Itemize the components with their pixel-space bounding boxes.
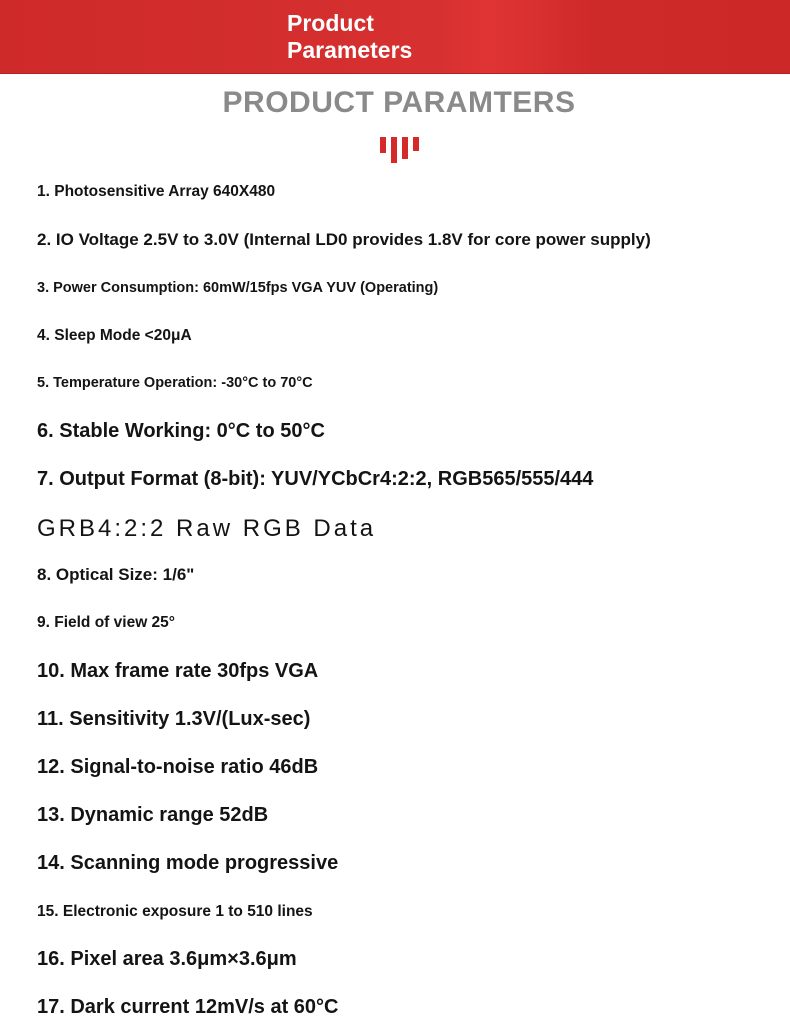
- param-output-format: 7. Output Format (8-bit): YUV/YCbCr4:2:2, RGB565/555/444: [37, 468, 594, 490]
- param-temperature-operation: 5. Temperature Operation: -30°C to 70°C: [37, 375, 313, 391]
- param-max-frame-rate: 10. Max frame rate 30fps VGA: [37, 660, 319, 682]
- param-pixel-area: 16. Pixel area 3.6μm×3.6μm: [37, 948, 297, 970]
- banner-title: [287, 10, 547, 64]
- param-sensitivity: 11. Sensitivity 1.3V/(Lux-sec): [37, 708, 311, 730]
- param-power-consumption: 3. Power Consumption: 60mW/15fps VGA YUV (Operating): [37, 280, 439, 296]
- param-stable-working: 6. Stable Working: 0°C to 50°C: [37, 420, 325, 442]
- header-banner: [0, 0, 790, 74]
- param-photosensitive-array: 1. Photosensitive Array 640X480: [37, 183, 276, 200]
- param-dark-current: 17. Dark current 12mV/s at 60°C: [37, 996, 339, 1018]
- param-electronic-exposure: 15. Electronic exposure 1 to 510 lines: [37, 903, 313, 920]
- decorative-mark-icon: [380, 137, 420, 163]
- param-sleep-mode: 4. Sleep Mode <20μA: [37, 327, 192, 344]
- banner-title-line1: Product: [287, 10, 374, 36]
- banner-title-line2: Parameters: [287, 37, 413, 63]
- param-signal-to-noise: 12. Signal-to-noise ratio 46dB: [37, 756, 319, 778]
- param-dynamic-range: 13. Dynamic range 52dB: [37, 804, 269, 826]
- param-io-voltage: 2. IO Voltage 2.5V to 3.0V (Internal LD0 provides 1.8V for core power supply): [37, 230, 651, 249]
- param-scanning-mode: 14. Scanning mode progressive: [37, 852, 339, 874]
- param-optical-size: 8. Optical Size: 1/6": [37, 565, 195, 584]
- param-field-of-view: 9. Field of view 25°: [37, 614, 175, 631]
- param-output-format-continued: GRB4:2:2 Raw RGB Data: [37, 515, 377, 542]
- section-heading: PRODUCT PARAMTERS: [222, 86, 576, 119]
